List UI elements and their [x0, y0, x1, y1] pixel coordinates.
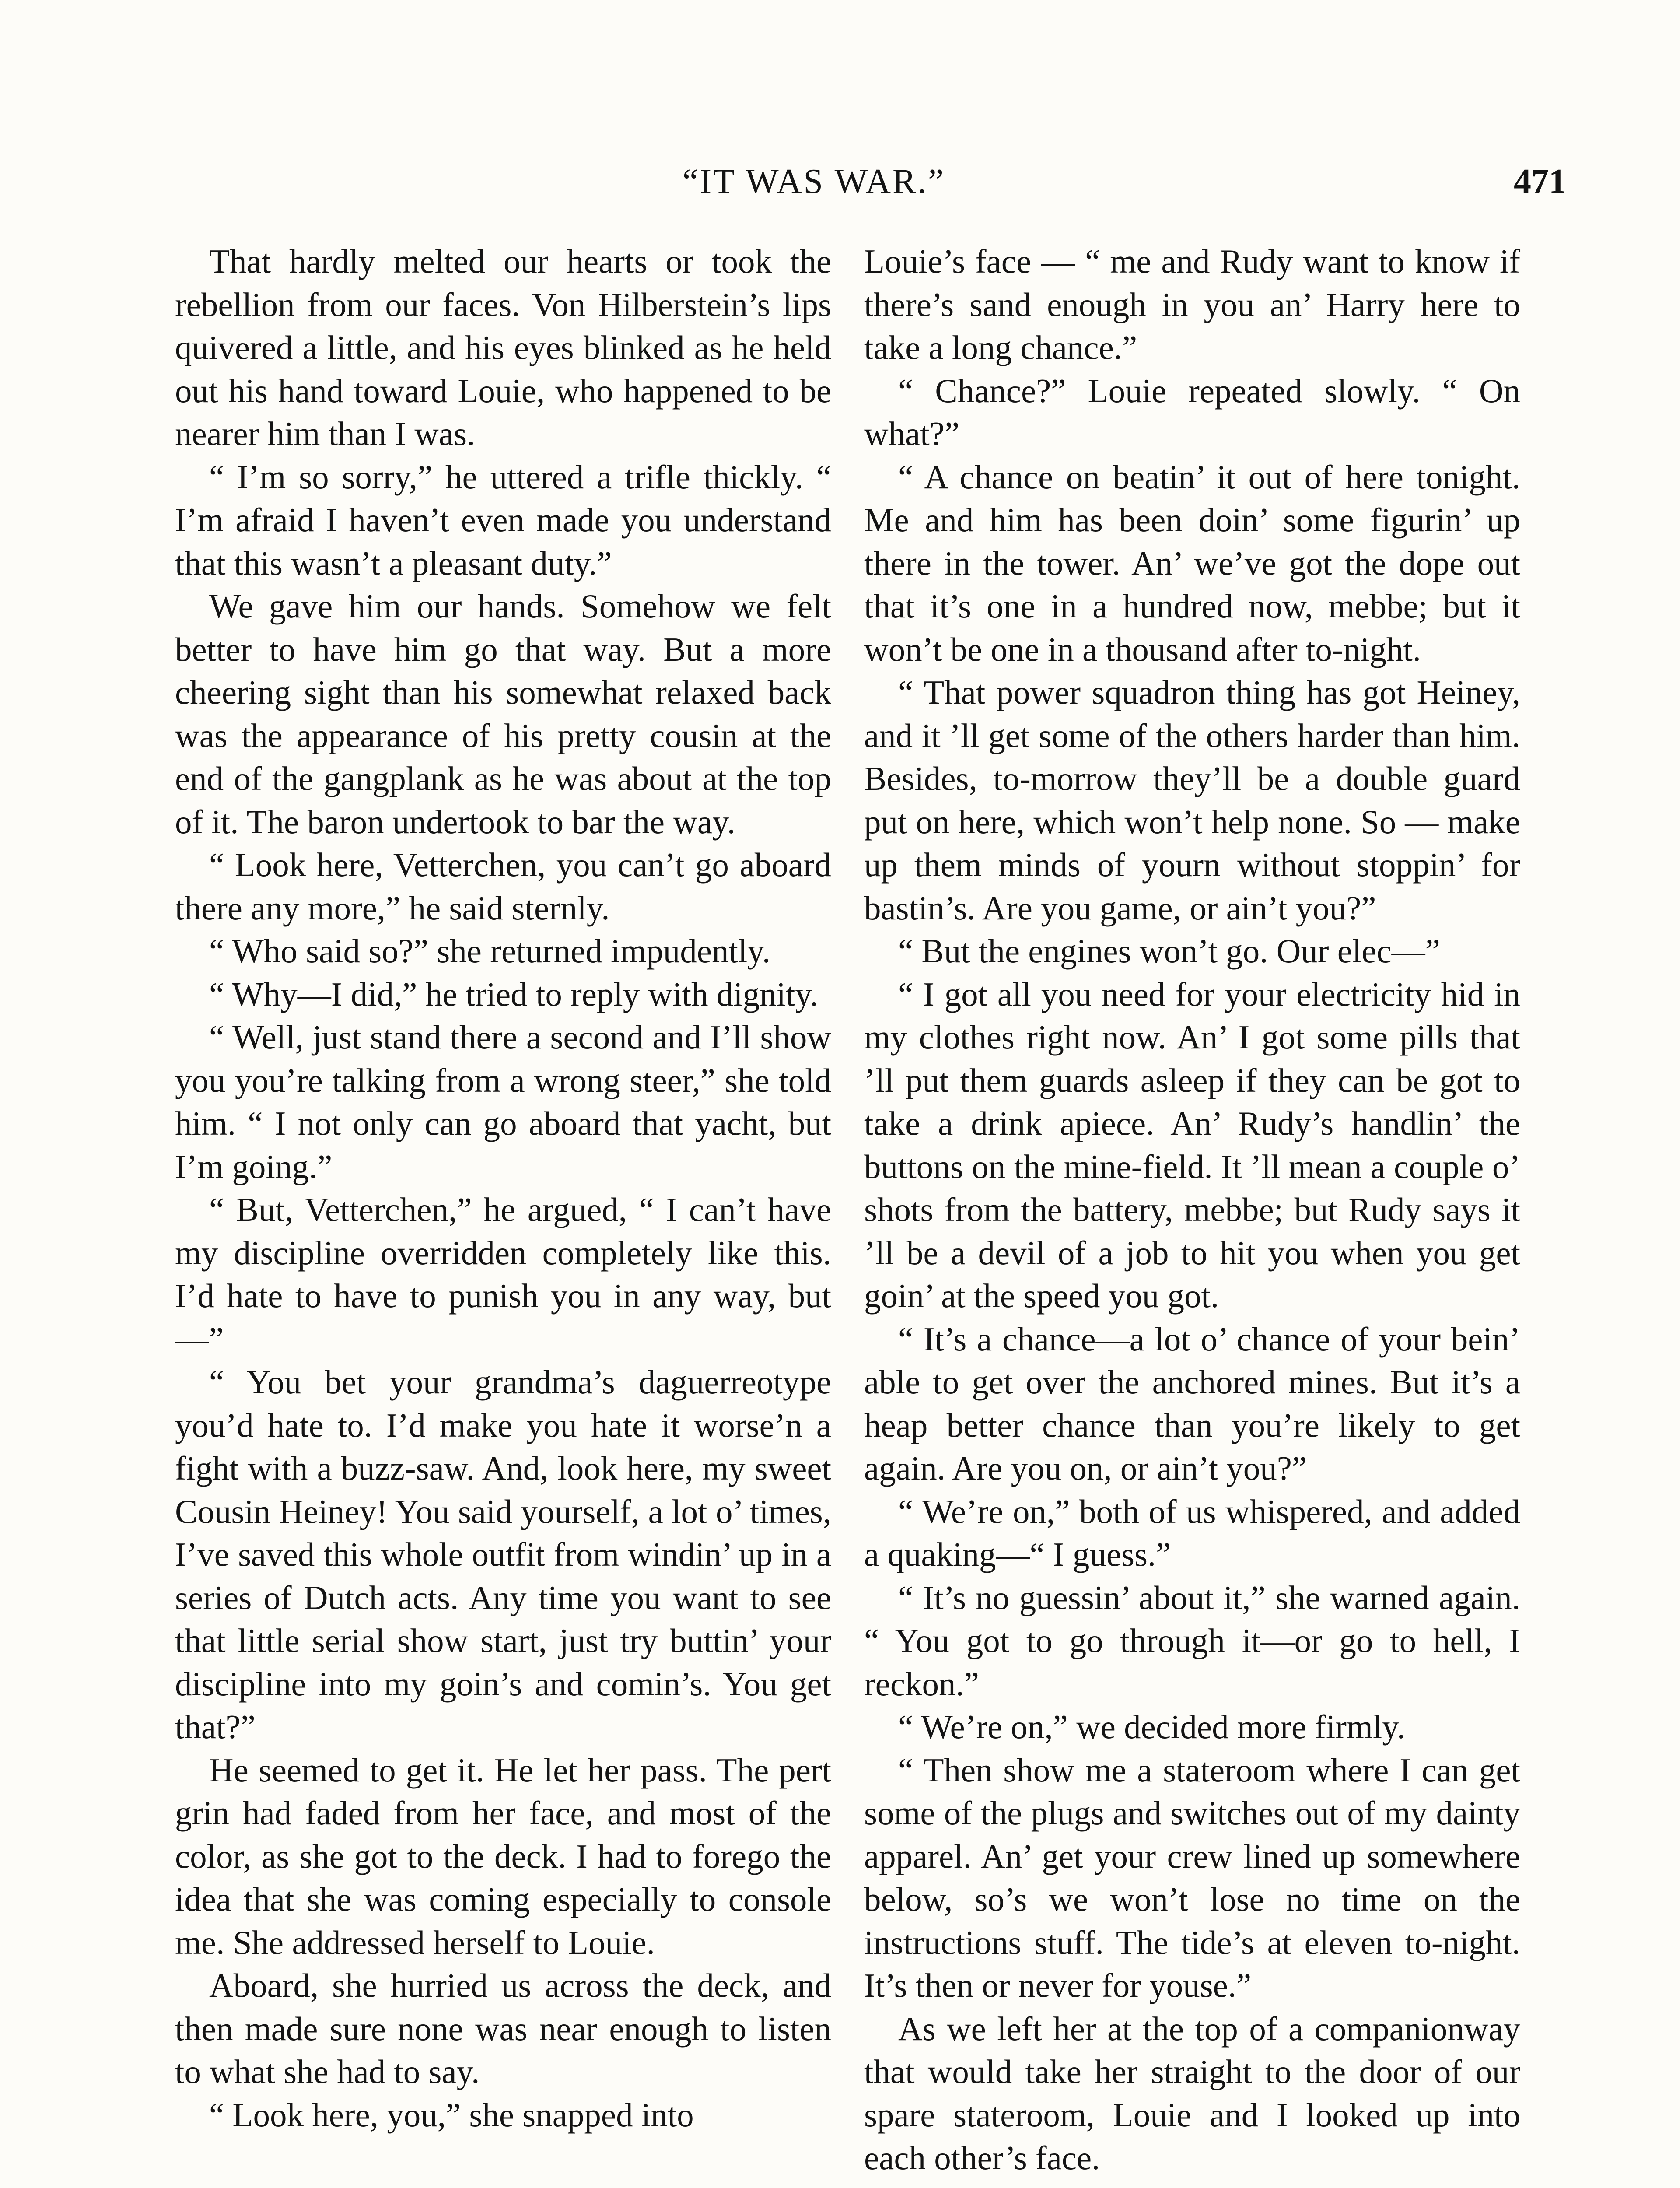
- paragraph: He seemed to get it. He let her pass. The pert grin had faded from her face, and most of the color, as she got to the deck. I had to forego the idea that she was coming especially to console me. She addressed herself to Louie.: [175, 1751, 831, 1961]
- paragraph: Aboard, she hurried us across the deck, and then made sure none was near enough to listen to what she had to say.: [175, 1967, 831, 2090]
- page-header: [0, 162, 1680, 210]
- paragraph-continuation: Louie’s face — “ me and Rudy want to know if there’s sand enough in you an’ Harry here to take a long chance.”: [864, 242, 1520, 366]
- paragraph: “ But, Vetterchen,” he argued, “ I can’t have my discipline overridden completely like this. I’d hate to have to punish you in any way, but—”: [175, 1191, 831, 1358]
- paragraph: “ It’s a chance—a lot o’ chance of your bein’ able to get over the anchored mines. But it’s a heap better chance than you’re likely to get again. Are you on, or ain’t you?”: [864, 1320, 1520, 1487]
- paragraph: “ It’s no guessin’ about it,” she warned again. “ You got to go through it—or go to hell, I reckon.”: [864, 1578, 1520, 1703]
- paragraph: As we left her at the top of a companionway that would take her straight to the door of our spare stateroom, Louie and I looked up into each other’s face.: [864, 2009, 1520, 2177]
- paragraph: “ You bet your grandma’s daguerreotype you’d hate to. I’d make you hate it worse’n a fight with a buzz-saw. And, look here, my sweet Cousin Heiney! You said yourself, a lot o’ times, I’ve saved this whole outfit from windin’ up in a series of Dutch acts. Any time you want to see that little serial show start, just try buttin’ your discipline into my goin’s and comin’s. You get that?”: [175, 1363, 831, 1746]
- paragraph: “ Then show me a stateroom where I can get some of the plugs and switches out of my dainty apparel. An’ get your crew lined up somewhere below, so’s we won’t lose no time on the instructions stuff. The tide’s at eleven to-night. It’s then or never for youse.”: [864, 1751, 1520, 2004]
- paragraph: “ We’re on,” both of us whispered, and added a quaking—“ I guess.”: [864, 1492, 1520, 1573]
- left-column: [175, 240, 831, 2136]
- paragraph: “ Look here, you,” she snapped into: [209, 2096, 694, 2134]
- paragraph: “ Chance?” Louie repeated slowly. “ On what?”: [864, 372, 1520, 452]
- paragraph: “ Why—I did,” he tried to reply with dignity.: [209, 975, 819, 1013]
- page-number: 471: [1514, 162, 1566, 201]
- paragraph: That hardly melted our hearts or took the rebellion from our faces. Von Hilberstein’s lips quivered a little, and his eyes blinked as he held out his hand toward Louie, who happened to be nearer him than I was.: [175, 242, 831, 452]
- paragraph: “ I’m so sorry,” he uttered a trifle thickly. “ I’m afraid I haven’t even made you understand that this wasn’t a pleasant duty.”: [175, 458, 831, 582]
- paragraph: We gave him our hands. Somehow we felt better to have him go that way. But a more cheering sight than his somewhat relaxed back was the appearance of his pretty cousin at the end of the gangplank as he was about at the top of it. The baron undertook to bar the way.: [175, 587, 831, 841]
- paragraph: “ But the engines won’t go. Our elec—”: [898, 932, 1440, 970]
- paragraph: “ A chance on beatin’ it out of here tonight. Me and him has been doin’ some figurin’ up there in the tower. An’ we’ve got the dope out that it’s one in a hundred now, mebbe; but it won’t be one in a thousand after to-night.: [864, 458, 1520, 668]
- paragraph: “ We’re on,” we decided more firmly.: [898, 1708, 1405, 1746]
- paragraph: “ That power squadron thing has got Heiney, and it ’ll get some of the others harder than him. Besides, to-morrow they’ll be a double guard put on here, which won’t help none. So — make up them minds of yourn without stoppin’ for bastin’s. Are you game, or ain’t you?”: [864, 673, 1520, 927]
- paragraph: “ I got all you need for your electricity hid in my clothes right now. An’ I got some pills that ’ll put them guards asleep if they can be got to take a drink apiece. An’ Rudy’s handlin’ the buttons on the mine-field. It ’ll mean a couple o’ shots from the battery, mebbe; but Rudy says it ’ll be a devil of a job to hit you when you get goin’ at the speed you got.: [864, 975, 1520, 1315]
- paragraph: “ Look here, Vetterchen, you can’t go aboard there any more,” he said sternly.: [175, 846, 831, 927]
- paragraph: “ Well, just stand there a second and I’ll show you you’re talking from a wrong steer,” she told him. “ I not only can go aboard that yacht, but I’m going.”: [175, 1018, 831, 1185]
- paragraph: “ Who said so?” she returned impudently.: [209, 932, 770, 970]
- right-column: [864, 240, 1520, 2180]
- running-head: “IT WAS WAR.”: [682, 162, 945, 201]
